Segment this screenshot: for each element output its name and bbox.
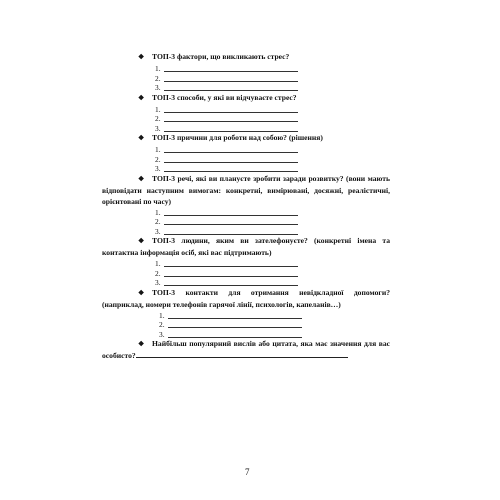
- answer-line[interactable]: 2.: [102, 113, 390, 123]
- worksheet: [102, 51, 390, 361]
- answer-list: [102, 310, 390, 339]
- answer-line[interactable]: 3.: [102, 226, 390, 236]
- answer-line[interactable]: 2.: [102, 216, 390, 226]
- question: ❖ ТОП-3 причини для роботи над собою? (рішення): [138, 133, 323, 142]
- question: ❖ Найбільш популярний вислів або цитата, яка має значення для вас особисто?: [102, 339, 390, 360]
- answer-line[interactable]: 3.: [102, 163, 390, 173]
- section-favorite-quote: [102, 338, 390, 361]
- answer-list: [102, 104, 390, 133]
- answer-line[interactable]: 1.: [102, 63, 390, 73]
- answer-line[interactable]: 1.: [102, 144, 390, 154]
- answer-line[interactable]: 3.: [102, 277, 390, 287]
- question: ❖ ТОП-3 людини, яким ви зателефонуєте? (конкретні імена та контактна інформація осіб, які вас підтримають): [102, 236, 390, 257]
- answer-list: [102, 258, 390, 287]
- diamond-bullet-icon: ❖: [138, 340, 145, 348]
- section-stress-ways: [102, 92, 390, 133]
- answer-line[interactable]: 1.: [102, 104, 390, 114]
- question: ❖ ТОП-3 контакти для отримання невідкладної допомоги? (наприклад, номери телефонів гарячої лінії, психологів, капеланів…): [102, 287, 390, 309]
- answer-list: [102, 144, 390, 173]
- answer-line[interactable]: 2.: [102, 154, 390, 164]
- answer-line[interactable]: 1.: [102, 207, 390, 217]
- answer-line[interactable]: 1.: [102, 258, 390, 268]
- diamond-bullet-icon: ❖: [138, 53, 145, 61]
- diamond-bullet-icon: ❖: [138, 237, 145, 245]
- answer-line[interactable]: 3.: [102, 82, 390, 92]
- diamond-bullet-icon: ❖: [138, 288, 145, 297]
- question: ❖ ТОП-3 фактори, що викликають стрес?: [138, 52, 290, 61]
- answer-line[interactable]: 2.: [102, 319, 390, 329]
- section-self-work-reasons: [102, 132, 390, 173]
- question: ❖ ТОП-3 речі, які ви плануєте зробити заради розвитку? (вони мають відповідати наступним вимогам: конкретні, вимірювані, досяжні, реалістичні, орієнтовані по часу): [102, 173, 390, 206]
- section-stress-factors: [102, 51, 390, 92]
- question: ❖ ТОП-3 способи, у які ви відчуваєте стрес?: [138, 92, 297, 102]
- answer-line[interactable]: [136, 351, 348, 358]
- answer-line[interactable]: 3.: [102, 123, 390, 133]
- answer-list: [102, 63, 390, 92]
- section-people-to-call: [102, 235, 390, 287]
- section-emergency-contacts: [102, 287, 390, 339]
- answer-list: [102, 207, 390, 236]
- answer-line[interactable]: 3.: [102, 329, 390, 339]
- diamond-bullet-icon: ❖: [138, 134, 145, 142]
- answer-line[interactable]: 2.: [102, 73, 390, 83]
- section-development-plans: [102, 173, 390, 236]
- answer-line[interactable]: 1.: [102, 310, 390, 320]
- answer-line[interactable]: 2.: [102, 268, 390, 278]
- diamond-bullet-icon: ❖: [138, 93, 145, 102]
- diamond-bullet-icon: ❖: [138, 174, 145, 183]
- page-number: 7: [245, 467, 250, 477]
